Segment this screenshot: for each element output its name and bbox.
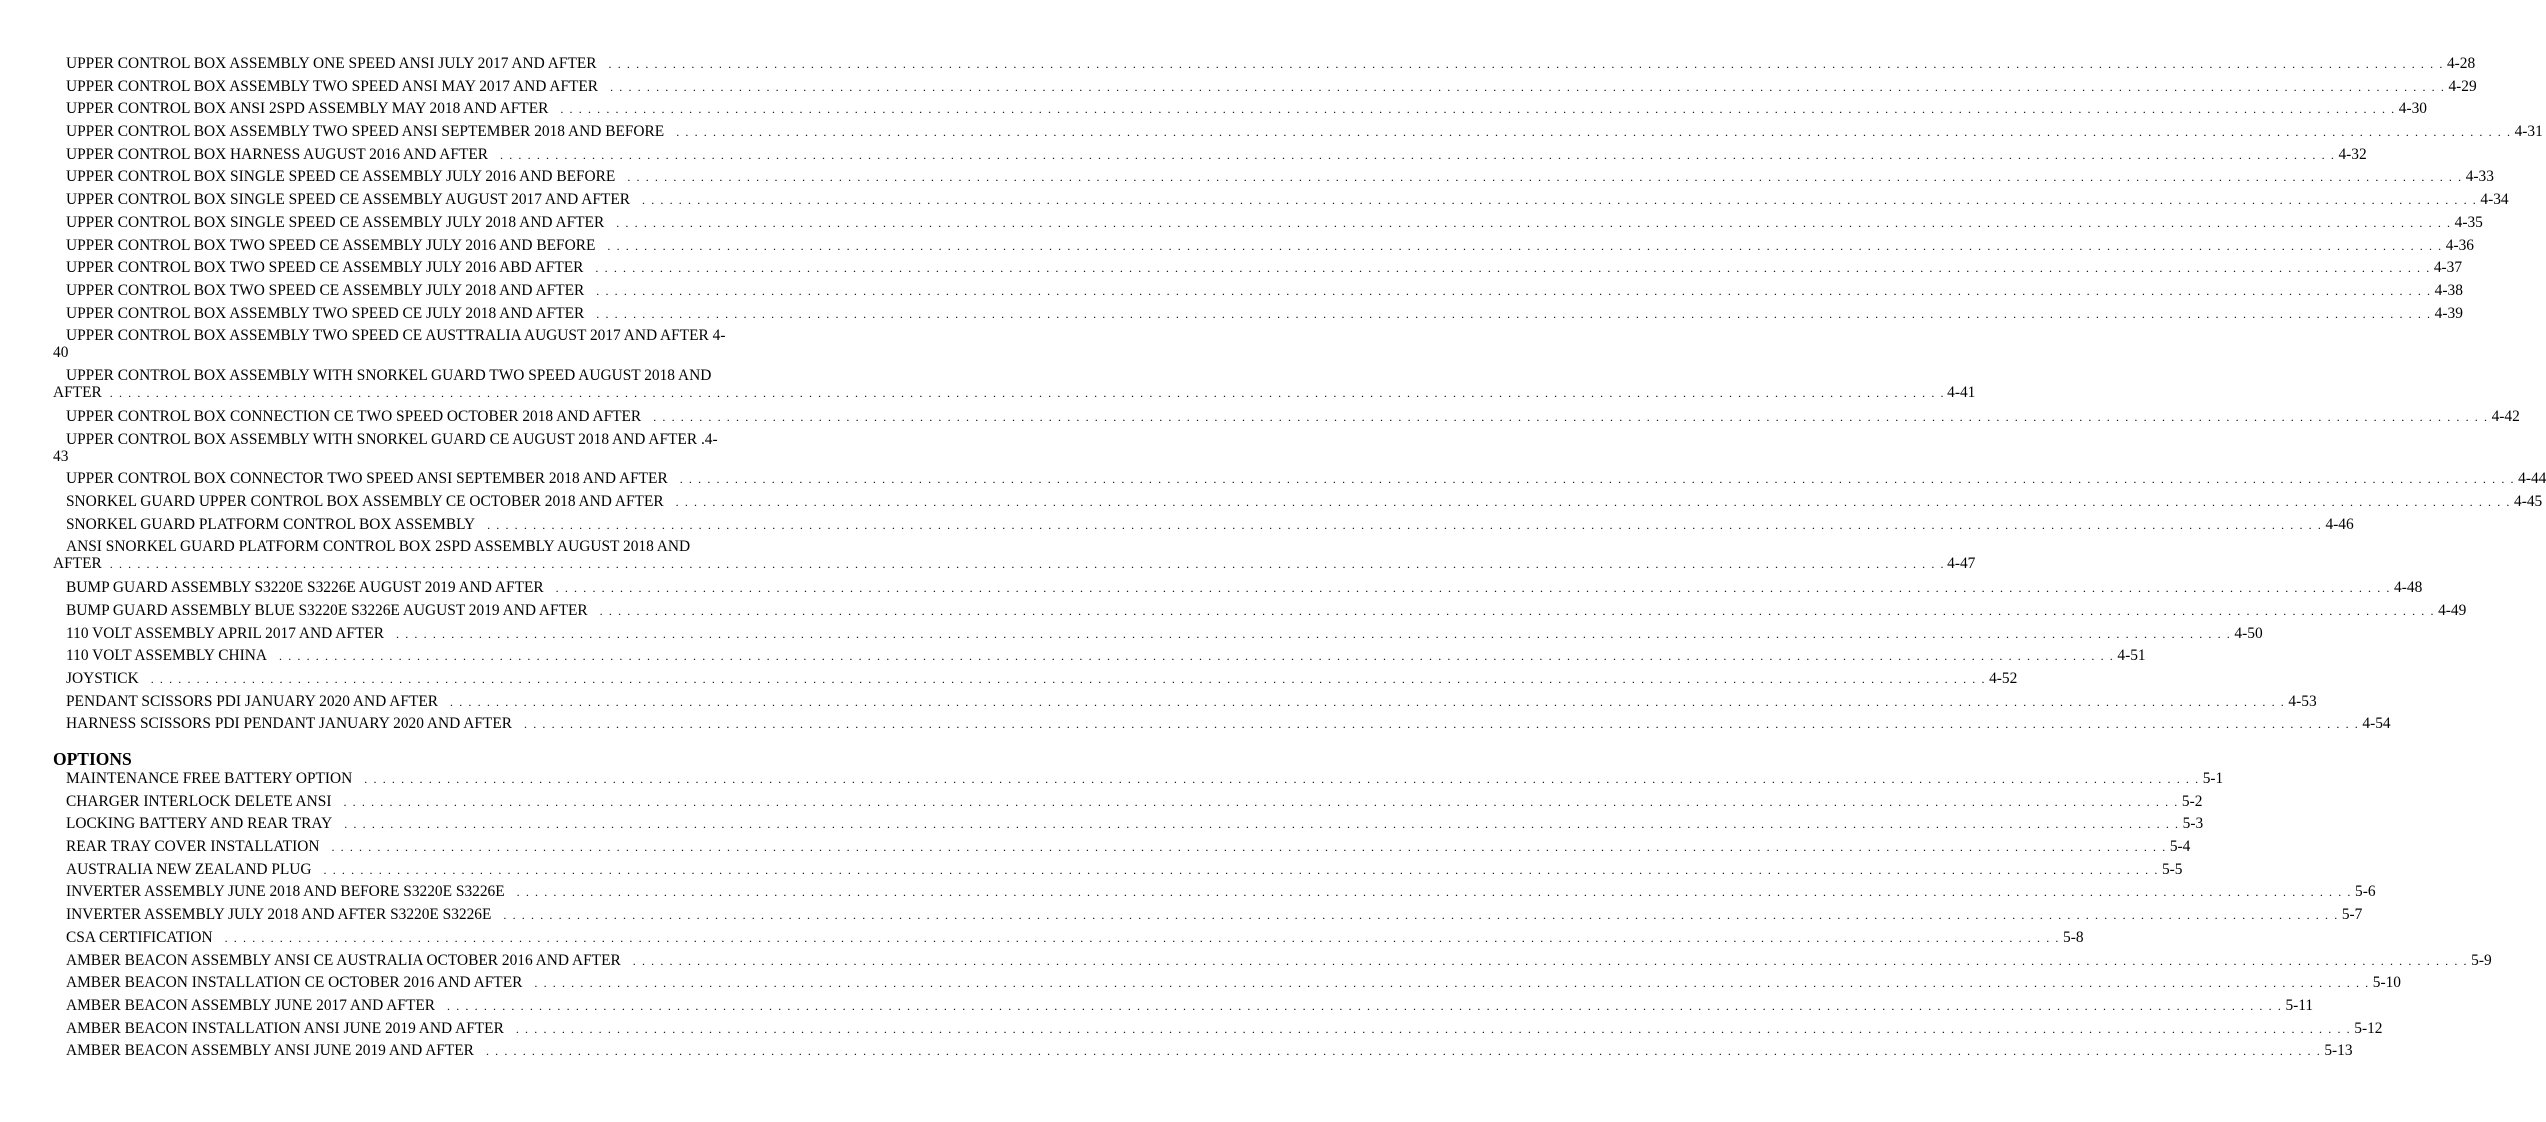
toc-entry-title: UPPER CONTROL BOX CONNECTOR TWO SPEED ANSI SEPTEMBER 2018 AND AFTER <box>66 470 668 488</box>
table-of-contents <box>53 55 2546 1065</box>
dot-leader: . . . . . . . . . . . . . . . . . . . . . . . . . . . . . . . . . . . . . . . . . . . . . . . . . . . . . . . . . . . . . . . . . . . . . . . . . . . . . . . . . . . . . . . . . . . . . . . . . . . . . . . . . . . . . . . . . . . . . . . . . . . . . . . . . . . . . . . . . . . . . . . . . . . . . . . . . . . . . . . . . . . . . . . . . . . . . . . . . . . . . . . . . . . . . . . . . . . . . . . . <box>396 626 2232 641</box>
toc-entry-title: AMBER BEACON ASSEMBLY ANSI CE AUSTRALIA OCTOBER 2016 AND AFTER <box>66 951 621 969</box>
toc-entry-page: 4-30 <box>2398 100 2427 118</box>
toc-entry-title: UPPER CONTROL BOX ASSEMBLY WITH SNORKEL GUARD TWO SPEED AUGUST 2018 AND <box>66 367 712 385</box>
toc-entry[interactable] <box>53 974 2401 997</box>
dot-leader: . . . . . . . . . . . . . . . . . . . . . . . . . . . . . . . . . . . . . . . . . . . . . . . . . . . . . . . . . . . . . . . . . . . . . . . . . . . . . . . . . . . . . . . . . . . . . . . . . . . . . . . . . . . . . . . . . . . . . . . . . . . . . . . . . . . . . . . . . . . . . . . . . . . . . . . . . . . . . . . . . . . . . . . . . . . . . . . . . . . . . . . . . . . . . . . . . . . . . . . . <box>364 772 2200 786</box>
toc-entry-page: 5-5 <box>2161 860 2183 878</box>
toc-entry[interactable] <box>53 493 2543 516</box>
toc-entry-title: BUMP GUARD ASSEMBLY BLUE S3220E S3226E AUGUST 2019 AND AFTER <box>66 601 588 619</box>
toc-entry-page: 5-10 <box>2372 974 2401 992</box>
toc-entry-title: UPPER CONTROL BOX SINGLE SPEED CE ASSEMBLY AUGUST 2017 AND AFTER <box>66 191 630 209</box>
dot-leader: . . . . . . . . . . . . . . . . . . . . . . . . . . . . . . . . . . . . . . . . . . . . . . . . . . . . . . . . . . . . . . . . . . . . . . . . . . . . . . . . . . . . . . . . . . . . . . . . . . . . . . . . . . . . . . . . . . . . . . . . . . . . . . . . . . . . . . . . . . . . . . . . . . . . . . . . . . . . . . . . . . . . . . . . . . . . . . . . . . . . . . . . . . . . . . . . . . . . . . . . <box>500 147 2336 162</box>
toc-entry-page: 4-38 <box>2434 281 2463 299</box>
dot-leader: . . . . . . . . . . . . . . . . . . . . . . . . . . . . . . . . . . . . . . . . . . . . . . . . . . . . . . . . . . . . . . . . . . . . . . . . . . . . . . . . . . . . . . . . . . . . . . . . . . . . . . . . . . . . . . . . . . . . . . . . . . . . . . . . . . . . . . . . . . . . . . . . . . . . . . . . . . . . . . . . . . . . . . . . . . . . . . . . . . . . . . . . . . . . . . . . . . . . . . . . <box>555 581 2392 596</box>
toc-entry[interactable] <box>53 647 2146 670</box>
dot-leader: . . . . . . . . . . . . . . . . . . . . . . . . . . . . . . . . . . . . . . . . . . . . . . . . . . . . . . . . . . . . . . . . . . . . . . . . . . . . . . . . . . . . . . . . . . . . . . . . . . . . . . . . . . . . . . . . . . . . . . . . . . . . . . . . . . . . . . . . . . . . . . . . . . . . . . . . . . . . . . . . . . . . . . . . . . . . . . . . . . . . . . . . . . . . . . . . . . . . . . . . <box>534 976 2370 991</box>
dot-leader: . . . . . . . . . . . . . . . . . . . . . . . . . . . . . . . . . . . . . . . . . . . . . . . . . . . . . . . . . . . . . . . . . . . . . . . . . . . . . . . . . . . . . . . . . . . . . . . . . . . . . . . . . . . . . . . . . . . . . . . . . . . . . . . . . . . . . . . . . . . . . . . . . . . . . . . . . . . . . . . . . . . . . . . . . . . . . . . . . . . . . . . . . . . . . . . . . . . . . . . . <box>503 908 2339 923</box>
toc-entry-title: UPPER CONTROL BOX TWO SPEED CE ASSEMBLY JULY 2016 ABD AFTER <box>66 259 584 277</box>
toc-entry-title: UPPER CONTROL BOX ASSEMBLY TWO SPEED CE AUSTTRALIA AUGUST 2017 AND AFTER 4- <box>66 327 726 345</box>
toc-entry[interactable] <box>53 579 2423 602</box>
dot-leader: . . . . . . . . . . . . . . . . . . . . . . . . . . . . . . . . . . . . . . . . . . . . . . . . . . . . . . . . . . . . . . . . . . . . . . . . . . . . . . . . . . . . . . . . . . . . . . . . . . . . . . . . . . . . . . . . . . . . . . . . . . . . . . . . . . . . . . . . . . . . . . . . . . . . . . . . . . . . . . . . . . . . . . . . . . . . . . . . . . . . . . . . . . . . . . . . . . . . . . . . <box>675 495 2512 510</box>
toc-entry-page: 5-3 <box>2182 815 2204 833</box>
toc-entry-page: 4-39 <box>2434 304 2463 322</box>
dot-leader: . . . . . . . . . . . . . . . . . . . . . . . . . . . . . . . . . . . . . . . . . . . . . . . . . . . . . . . . . . . . . . . . . . . . . . . . . . . . . . . . . . . . . . . . . . . . . . . . . . . . . . . . . . . . . . . . . . . . . . . . . . . . . . . . . . . . . . . . . . . . . . . . . . . . . . . . . . . . . . . . . . . . . . . . . . . . . . . . . . . . . . . . . . . . . . . . . . . . . . . . <box>323 862 2159 877</box>
dot-leader: . . . . . . . . . . . . . . . . . . . . . . . . . . . . . . . . . . . . . . . . . . . . . . . . . . . . . . . . . . . . . . . . . . . . . . . . . . . . . . . . . . . . . . . . . . . . . . . . . . . . . . . . . . . . . . . . . . . . . . . . . . . . . . . . . . . . . . . . . . . . . . . . . . . . . . . . . . . . . . . . . . . . . . . . . . . . . . . . . . . . . . . . . . . . . . . . . . . . . . . . <box>516 885 2353 900</box>
toc-entry[interactable] <box>53 145 2367 169</box>
toc-entry[interactable] <box>53 100 2427 123</box>
dot-leader: . . . . . . . . . . . . . . . . . . . . . . . . . . . . . . . . . . . . . . . . . . . . . . . . . . . . . . . . . . . . . . . . . . . . . . . . . . . . . . . . . . . . . . . . . . . . . . . . . . . . . . . . . . . . . . . . . . . . . . . . . . . . . . . . . . . . . . . . . . . . . . . . . . . . . . . . . . . . . . . . . . . . . . . . . . . . . . . . . . . . . . . . . . . . . . . . . . . . . . . . <box>596 283 2432 298</box>
toc-entry-title-continued: AFTER <box>53 384 102 402</box>
toc-entry[interactable] <box>53 281 2463 305</box>
toc-entry-title: UPPER CONTROL BOX TWO SPEED CE ASSEMBLY JULY 2018 AND AFTER <box>66 281 585 299</box>
toc-entry-page: 4-53 <box>2288 692 2317 710</box>
toc-entry-title: LOCKING BATTERY AND REAR TRAY <box>66 815 333 833</box>
toc-entry[interactable] <box>53 860 2183 884</box>
toc-entry[interactable] <box>53 928 2084 952</box>
dot-leader: . . . . . . . . . . . . . . . . . . . . . . . . . . . . . . . . . . . . . . . . . . . . . . . . . . . . . . . . . . . . . . . . . . . . . . . . . . . . . . . . . . . . . . . . . . . . . . . . . . . . . . . . . . . . . . . . . . . . . . . . . . . . . . . . . . . . . . . . . . . . . . . . . . . . . . . . . . . . . . . . . . . . . . . . . . . . . . . . . . . . . . . . . . . . . . . . . . . . . . . . <box>632 953 2469 968</box>
toc-entry-page: 5-12 <box>2354 1019 2383 1037</box>
dot-leader: . . . . . . . . . . . . . . . . . . . . . . . . . . . . . . . . . . . . . . . . . . . . . . . . . . . . . . . . . . . . . . . . . . . . . . . . . . . . . . . . . . . . . . . . . . . . . . . . . . . . . . . . . . . . . . . . . . . . . . . . . . . . . . . . . . . . . . . . . . . . . . . . . . . . . . . . . . . . . . . . . . . . . . . . . . . . . . . . . . . . . . . . . . . . . . . . . . . . . . . . <box>642 193 2478 208</box>
toc-entry[interactable] <box>53 815 2204 838</box>
dot-leader: . . . . . . . . . . . . . . . . . . . . . . . . . . . . . . . . . . . . . . . . . . . . . . . . . . . . . . . . . . . . . . . . . . . . . . . . . . . . . . . . . . . . . . . . . . . . . . . . . . . . . . . . . . . . . . . . . . . . . . . . . . . . . . . . . . . . . . . . . . . . . . . . . . . . . . . . . . . . . . . . . . . . . . . . . . . . . . . . . . . . . . . . . . . . . . . . . . . . . . . . <box>344 817 2180 832</box>
dot-leader: . . . . . . . . . . . . . . . . . . . . . . . . . . . . . . . . . . . . . . . . . . . . . . . . . . . . . . . . . . . . . . . . . . . . . . . . . . . . . . . . . . . . . . . . . . . . . . . . . . . . . . . . . . . . . . . . . . . . . . . . . . . . . . . . . . . . . . . . . . . . . . . . . . . . . . . . . . . . . . . . . . . . . . . . . . . . . . . . . . . . . . . . . . . . . . . . . . . . . . . . <box>596 306 2432 321</box>
toc-entry[interactable] <box>53 191 2509 214</box>
toc-entry[interactable] <box>53 431 811 465</box>
toc-entry-title: CHARGER INTERLOCK DELETE ANSI <box>66 792 332 810</box>
toc-entry[interactable] <box>53 838 2191 861</box>
toc-entry-title: AMBER BEACON INSTALLATION CE OCTOBER 2016 AND AFTER <box>66 974 523 992</box>
toc-entry-title: BUMP GUARD ASSEMBLY S3220E S3226E AUGUST 2019 AND AFTER <box>66 579 544 597</box>
toc-entry[interactable] <box>53 996 2314 1020</box>
dot-leader: . . . . . . . . . . . . . . . . . . . . . . . . . . . . . . . . . . . . . . . . . . . . . . . . . . . . . . . . . . . . . . . . . . . . . . . . . . . . . . . . . . . . . . . . . . . . . . . . . . . . . . . . . . . . . . . . . . . . . . . . . . . . . . . . . . . . . . . . . . . . . . . . . . . . . . . . . . . . . . . . . . . . . . . . . . . . . . . . . . . . . . . . . . . . . . . . . . . . . . . . <box>485 1044 2322 1059</box>
dot-leader: . . . . . . . . . . . . . . . . . . . . . . . . . . . . . . . . . . . . . . . . . . . . . . . . . . . . . . . . . . . . . . . . . . . . . . . . . . . . . . . . . . . . . . . . . . . . . . . . . . . . . . . . . . . . . . . . . . . . . . . . . . . . . . . . . . . . . . . . . . . . . . . . . . . . . . . . . . . . . . . . . . . . . . . . . . . . . . . . . . . . . . . . . . . . . . . . . . . . . . . . <box>109 386 1946 401</box>
toc-entry-page: 5-11 <box>2285 996 2314 1014</box>
toc-entry-page: 4-37 <box>2433 259 2463 277</box>
toc-entry-page: 4-32 <box>2338 145 2367 163</box>
toc-entry-title: HARNESS SCISSORS PDI PENDANT JANUARY 2020 AND AFTER <box>66 715 512 733</box>
dot-leader: . . . . . . . . . . . . . . . . . . . . . . . . . . . . . . . . . . . . . . . . . . . . . . . . . . . . . . . . . . . . . . . . . . . . . . . . . . . . . . . . . . . . . . . . . . . . . . . . . . . . . . . . . . . . . . . . . . . . . . . . . . . . . . . . . . . . . . . . . . . . . . . . . . . . . . . . . . . . . . . . . . . . . . . . . . . . . . . . . . . . . . . . . . . . . . . . . . . . . . . . <box>515 1021 2352 1036</box>
dot-leader: . . . . . . . . . . . . . . . . . . . . . . . . . . . . . . . . . . . . . . . . . . . . . . . . . . . . . . . . . . . . . . . . . . . . . . . . . . . . . . . . . . . . . . . . . . . . . . . . . . . . . . . . . . . . . . . . . . . . . . . . . . . . . . . . . . . . . . . . . . . . . . . . . . . . . . . . . . . . . . . . . . . . . . . . . . . . . . . . . . . . . . . . . . . . . . . . . . . . . . . . <box>331 840 2167 855</box>
toc-entry-title-continued: 43 <box>53 447 69 465</box>
toc-entry-page: 4-45 <box>2514 493 2543 511</box>
toc-entry-title: AMBER BEACON ASSEMBLY JUNE 2017 AND AFTER <box>66 996 436 1014</box>
toc-entry-title: MAINTENANCE FREE BATTERY OPTION <box>66 770 353 787</box>
dot-leader: . . . . . . . . . . . . . . . . . . . . . . . . . . . . . . . . . . . . . . . . . . . . . . . . . . . . . . . . . . . . . . . . . . . . . . . . . . . . . . . . . . . . . . . . . . . . . . . . . . . . . . . . . . . . . . . . . . . . . . . . . . . . . . . . . . . . . . . . . . . . . . . . . . . . . . . . . . . . . . . . . . . . . . . . . . . . . . . . . . . . . . . . . . . . . . . . . . . . . . . . <box>610 79 2446 94</box>
dot-leader: . . . . . . . . . . . . . . . . . . . . . . . . . . . . . . . . . . . . . . . . . . . . . . . . . . . . . . . . . . . . . . . . . . . . . . . . . . . . . . . . . . . . . . . . . . . . . . . . . . . . . . . . . . . . . . . . . . . . . . . . . . . . . . . . . . . . . . . . . . . . . . . . . . . . . . . . . . . . . . . . . . . . . . . . . . . . . . . . . . . . . . . . . . . . . . . . . . . . . . . . <box>487 517 2323 532</box>
toc-entry-title: AMBER BEACON ASSEMBLY ANSI JUNE 2019 AND AFTER <box>66 1042 474 1060</box>
toc-entry-title: ANSI SNORKEL GUARD PLATFORM CONTROL BOX 2SPD ASSEMBLY AUGUST 2018 AND <box>66 538 691 556</box>
toc-entry-page: 4-54 <box>2362 715 2391 733</box>
dot-leader: . . . . . . . . . . . . . . . . . . . . . . . . . . . . . . . . . . . . . . . . . . . . . . . . . . . . . . . . . . . . . . . . . . . . . . . . . . . . . . . . . . . . . . . . . . . . . . . . . . . . . . . . . . . . . . . . . . . . . . . . . . . . . . . . . . . . . . . . . . . . . . . . . . . . . . . . . . . . . . . . . . . . . . . . . . . . . . . . . . . . . . . . . . . . . . . . . . . . . . . . <box>676 125 2512 140</box>
toc-entry[interactable] <box>53 259 2463 282</box>
toc-entry-page: 4-47 <box>1947 555 1976 573</box>
toc-entry[interactable] <box>53 304 2463 328</box>
toc-entry-title: 110 VOLT ASSEMBLY CHINA <box>66 647 267 665</box>
toc-entry-title: UPPER CONTROL BOX TWO SPEED CE ASSEMBLY JULY 2016 AND BEFORE <box>66 236 596 254</box>
toc-entry-title: INVERTER ASSEMBLY JULY 2018 AND AFTER S3220E S3226E <box>66 906 492 924</box>
toc-entry[interactable] <box>53 515 2354 539</box>
dot-leader: . . . . . . . . . . . . . . . . . . . . . . . . . . . . . . . . . . . . . . . . . . . . . . . . . . . . . . . . . . . . . . . . . . . . . . . . . . . . . . . . . . . . . . . . . . . . . . . . . . . . . . . . . . . . . . . . . . . . . . . . . . . . . . . . . . . . . . . . . . . . . . . . . . . . . . . . . . . . . . . . . . . . . . . . . . . . . . . . . . . . . . . . . . . . . . . . . . . . . . . . <box>447 998 2283 1013</box>
toc-entry[interactable] <box>53 168 2494 191</box>
toc-entry-title: UPPER CONTROL BOX ASSEMBLY ONE SPEED ANSI JULY 2017 AND AFTER <box>66 55 597 72</box>
toc-entry[interactable] <box>53 213 2483 237</box>
toc-entry-page: 5-13 <box>2324 1042 2353 1060</box>
toc-entry-title-continued: 40 <box>53 344 69 362</box>
dot-leader: . . . . . . . . . . . . . . . . . . . . . . . . . . . . . . . . . . . . . . . . . . . . . . . . . . . . . . . . . . . . . . . . . . . . . . . . . . . . . . . . . . . . . . . . . . . . . . . . . . . . . . . . . . . . . . . . . . . . . . . . . . . . . . . . . . . . . . . . . . . . . . . . . . . . . . . . . . . . . . . . . . . . . . . . . . . . . . . . . . . . . . . . . . . . . . . . . . . . . . . . <box>343 794 2179 809</box>
toc-entry[interactable] <box>53 236 2474 260</box>
toc-entry-page: 4-52 <box>1989 669 2018 687</box>
dot-leader: . . . . . . . . . . . . . . . . . . . . . . . . . . . . . . . . . . . . . . . . . . . . . . . . . . . . . . . . . . . . . . . . . . . . . . . . . . . . . . . . . . . . . . . . . . . . . . . . . . . . . . . . . . . . . . . . . . . . . . . . . . . . . . . . . . . . . . . . . . . . . . . . . . . . . . . . . . . . . . . . . . . . . . . . . . . . . . . . . . . . . . . . . . . . . . . . . . . . . . . . <box>599 603 2436 618</box>
toc-entry-title: UPPER CONTROL BOX CONNECTION CE TWO SPEED OCTOBER 2018 AND AFTER <box>66 407 642 425</box>
toc-entry-page: 4-48 <box>2394 579 2423 597</box>
toc-entry-title: UPPER CONTROL BOX HARNESS AUGUST 2016 AND AFTER <box>66 145 489 163</box>
toc-entry-page: 4-35 <box>2454 213 2483 231</box>
toc-entry-title: UPPER CONTROL BOX SINGLE SPEED CE ASSEMBLY JULY 2018 AND AFTER <box>66 213 605 231</box>
toc-entry-page: 5-8 <box>2063 928 2084 946</box>
toc-entry-title: REAR TRAY COVER INSTALLATION <box>66 838 320 856</box>
dot-leader: . . . . . . . . . . . . . . . . . . . . . . . . . . . . . . . . . . . . . . . . . . . . . . . . . . . . . . . . . . . . . . . . . . . . . . . . . . . . . . . . . . . . . . . . . . . . . . . . . . . . . . . . . . . . . . . . . . . . . . . . . . . . . . . . . . . . . . . . . . . . . . . . . . . . . . . . . . . . . . . . . . . . . . . . . . . . . . . . . . . . . . . . . . . . . . . . . . . . . . . . <box>560 102 2396 117</box>
toc-entry-page: 4-41 <box>1947 384 1976 402</box>
toc-entry[interactable] <box>53 1019 2383 1043</box>
toc-entry-title: AMBER BEACON INSTALLATION ANSI JUNE 2019 AND AFTER <box>66 1019 504 1037</box>
toc-entry-page: 5-9 <box>2471 951 2492 969</box>
toc-entry[interactable] <box>53 951 2492 975</box>
toc-entry[interactable] <box>53 1042 2353 1065</box>
toc-entry-page: 5-1 <box>2202 770 2224 787</box>
toc-entry-title: UPPER CONTROL BOX ASSEMBLY TWO SPEED CE JULY 2018 AND AFTER <box>66 304 585 322</box>
toc-entry[interactable] <box>53 715 2391 738</box>
dot-leader: . . . . . . . . . . . . . . . . . . . . . . . . . . . . . . . . . . . . . . . . . . . . . . . . . . . . . . . . . . . . . . . . . . . . . . . . . . . . . . . . . . . . . . . . . . . . . . . . . . . . . . . . . . . . . . . . . . . . . . . . . . . . . . . . . . . . . . . . . . . . . . . . . . . . . . . . . . . . . . . . . . . . . . . . . . . . . . . . . . . . . . . . . . . . . . . . . . . . . . . . <box>653 409 2489 424</box>
dot-leader: . . . . . . . . . . . . . . . . . . . . . . . . . . . . . . . . . . . . . . . . . . . . . . . . . . . . . . . . . . . . . . . . . . . . . . . . . . . . . . . . . . . . . . . . . . . . . . . . . . . . . . . . . . . . . . . . . . . . . . . . . . . . . . . . . . . . . . . . . . . . . . . . . . . . . . . . . . . . . . . . . . . . . . . . . . . . . . . . . . . . . . . . . . . . . . . . . . . . . . . . <box>608 57 2444 71</box>
toc-entry-title: SNORKEL GUARD UPPER CONTROL BOX ASSEMBLY CE OCTOBER 2018 AND AFTER <box>66 493 664 511</box>
toc-entry[interactable] <box>53 601 2467 625</box>
toc-entry-title: INVERTER ASSEMBLY JUNE 2018 AND BEFORE S3220E S3226E <box>66 883 505 901</box>
toc-entry-title: UPPER CONTROL BOX ASSEMBLY TWO SPEED ANSI MAY 2017 AND AFTER <box>66 77 599 95</box>
toc-entry-page: 4-49 <box>2438 601 2467 619</box>
toc-entry[interactable] <box>53 367 1976 402</box>
toc-entry-page: 5-2 <box>2181 792 2203 810</box>
toc-entry-title: AUSTRALIA NEW ZEALAND PLUG <box>66 860 312 878</box>
toc-entry[interactable] <box>53 327 811 361</box>
section-heading-options: OPTIONS <box>53 749 132 769</box>
toc-entry-title: JOYSTICK <box>66 669 139 687</box>
toc-entry[interactable] <box>53 906 2363 929</box>
toc-entry-page: 4-50 <box>2234 624 2263 642</box>
dot-leader: . . . . . . . . . . . . . . . . . . . . . . . . . . . . . . . . . . . . . . . . . . . . . . . . . . . . . . . . . . . . . . . . . . . . . . . . . . . . . . . . . . . . . . . . . . . . . . . . . . . . . . . . . . . . . . . . . . . . . . . . . . . . . . . . . . . . . . . . . . . . . . . . . . . . . . . . . . . . . . . . . . . . . . . . . . . . . . . . . . . . . . . . . . . . . . . . . . . . . . . . <box>616 215 2452 230</box>
toc-entry-page: 4-28 <box>2446 55 2476 72</box>
toc-entry[interactable] <box>53 792 2203 816</box>
dot-leader: . . . . . . . . . . . . . . . . . . . . . . . . . . . . . . . . . . . . . . . . . . . . . . . . . . . . . . . . . . . . . . . . . . . . . . . . . . . . . . . . . . . . . . . . . . . . . . . . . . . . . . . . . . . . . . . . . . . . . . . . . . . . . . . . . . . . . . . . . . . . . . . . . . . . . . . . . . . . . . . . . . . . . . . . . . . . . . . . . . . . . . . . . . . . . . . . . . . . . . . . <box>607 238 2443 253</box>
toc-entry-page: 4-36 <box>2445 236 2474 254</box>
dot-leader: . . . . . . . . . . . . . . . . . . . . . . . . . . . . . . . . . . . . . . . . . . . . . . . . . . . . . . . . . . . . . . . . . . . . . . . . . . . . . . . . . . . . . . . . . . . . . . . . . . . . . . . . . . . . . . . . . . . . . . . . . . . . . . . . . . . . . . . . . . . . . . . . . . . . . . . . . . . . . . . . . . . . . . . . . . . . . . . . . . . . . . . . . . . . . . . . . . . . . . . . <box>450 694 2286 709</box>
toc-entry[interactable] <box>53 470 2546 493</box>
toc-entry-title: UPPER CONTROL BOX ASSEMBLY WITH SNORKEL GUARD CE AUGUST 2018 AND AFTER .4- <box>66 430 718 448</box>
dot-leader: . . . . . . . . . . . . . . . . . . . . . . . . . . . . . . . . . . . . . . . . . . . . . . . . . . . . . . . . . . . . . . . . . . . . . . . . . . . . . . . . . . . . . . . . . . . . . . . . . . . . . . . . . . . . . . . . . . . . . . . . . . . . . . . . . . . . . . . . . . . . . . . . . . . . . . . . . . . . . . . . . . . . . . . . . . . . . . . . . . . . . . . . . . . . . . . . . . . . . . . . <box>150 671 1987 686</box>
toc-entry-title-continued: AFTER <box>53 555 102 573</box>
toc-entry[interactable] <box>53 624 2263 648</box>
toc-entry-title: 110 VOLT ASSEMBLY APRIL 2017 AND AFTER <box>66 624 385 642</box>
toc-entry-page: 5-7 <box>2341 906 2363 924</box>
toc-entry-page: 5-6 <box>2355 883 2376 901</box>
toc-entry-title: UPPER CONTROL BOX ASSEMBLY TWO SPEED ANSI SEPTEMBER 2018 AND BEFORE <box>66 123 665 141</box>
toc-entry[interactable] <box>53 407 2520 431</box>
toc-entry[interactable] <box>53 883 2376 906</box>
toc-entry-page: 5-4 <box>2169 838 2191 856</box>
toc-entry[interactable] <box>53 77 2477 101</box>
toc-entry[interactable] <box>53 538 1976 573</box>
dot-leader: . . . . . . . . . . . . . . . . . . . . . . . . . . . . . . . . . . . . . . . . . . . . . . . . . . . . . . . . . . . . . . . . . . . . . . . . . . . . . . . . . . . . . . . . . . . . . . . . . . . . . . . . . . . . . . . . . . . . . . . . . . . . . . . . . . . . . . . . . . . . . . . . . . . . . . . . . . . . . . . . . . . . . . . . . . . . . . . . . . . . . . . . . . . . . . . . . . . . . . . . <box>679 472 2516 487</box>
toc-entry-page: 4-33 <box>2465 168 2494 186</box>
dot-leader: . . . . . . . . . . . . . . . . . . . . . . . . . . . . . . . . . . . . . . . . . . . . . . . . . . . . . . . . . . . . . . . . . . . . . . . . . . . . . . . . . . . . . . . . . . . . . . . . . . . . . . . . . . . . . . . . . . . . . . . . . . . . . . . . . . . . . . . . . . . . . . . . . . . . . . . . . . . . . . . . . . . . . . . . . . . . . . . . . . . . . . . . . . . . . . . . . . . . . . . . <box>109 557 1946 572</box>
dot-leader: . . . . . . . . . . . . . . . . . . . . . . . . . . . . . . . . . . . . . . . . . . . . . . . . . . . . . . . . . . . . . . . . . . . . . . . . . . . . . . . . . . . . . . . . . . . . . . . . . . . . . . . . . . . . . . . . . . . . . . . . . . . . . . . . . . . . . . . . . . . . . . . . . . . . . . . . . . . . . . . . . . . . . . . . . . . . . . . . . . . . . . . . . . . . . . . . . . . . . . . . <box>627 170 2463 185</box>
toc-entry-title: SNORKEL GUARD PLATFORM CONTROL BOX ASSEMBLY <box>66 515 476 533</box>
toc-entry[interactable] <box>53 692 2317 716</box>
toc-entry-title: CSA CERTIFICATION <box>66 928 213 946</box>
toc-entry-title: UPPER CONTROL BOX ANSI 2SPD ASSEMBLY MAY 2018 AND AFTER <box>66 100 549 118</box>
dot-leader: . . . . . . . . . . . . . . . . . . . . . . . . . . . . . . . . . . . . . . . . . . . . . . . . . . . . . . . . . . . . . . . . . . . . . . . . . . . . . . . . . . . . . . . . . . . . . . . . . . . . . . . . . . . . . . . . . . . . . . . . . . . . . . . . . . . . . . . . . . . . . . . . . . . . . . . . . . . . . . . . . . . . . . . . . . . . . . . . . . . . . . . . . . . . . . . . . . . . . . . . <box>524 717 2360 732</box>
dot-leader: . . . . . . . . . . . . . . . . . . . . . . . . . . . . . . . . . . . . . . . . . . . . . . . . . . . . . . . . . . . . . . . . . . . . . . . . . . . . . . . . . . . . . . . . . . . . . . . . . . . . . . . . . . . . . . . . . . . . . . . . . . . . . . . . . . . . . . . . . . . . . . . . . . . . . . . . . . . . . . . . . . . . . . . . . . . . . . . . . . . . . . . . . . . . . . . . . . . . . . . . <box>224 930 2060 945</box>
toc-entry[interactable] <box>53 770 2224 793</box>
toc-entry-title: UPPER CONTROL BOX SINGLE SPEED CE ASSEMBLY JULY 2016 AND BEFORE <box>66 168 616 186</box>
toc-entry[interactable] <box>53 123 2543 146</box>
toc-entry[interactable] <box>53 669 2018 693</box>
toc-entry[interactable] <box>53 55 2476 78</box>
toc-entry-page: 4-29 <box>2448 77 2477 95</box>
toc-entry-page: 4-46 <box>2325 515 2354 533</box>
toc-section-components <box>53 55 2546 738</box>
toc-entry-page: 4-51 <box>2117 647 2146 665</box>
toc-entry-page: 4-34 <box>2480 191 2509 209</box>
dot-leader: . . . . . . . . . . . . . . . . . . . . . . . . . . . . . . . . . . . . . . . . . . . . . . . . . . . . . . . . . . . . . . . . . . . . . . . . . . . . . . . . . . . . . . . . . . . . . . . . . . . . . . . . . . . . . . . . . . . . . . . . . . . . . . . . . . . . . . . . . . . . . . . . . . . . . . . . . . . . . . . . . . . . . . . . . . . . . . . . . . . . . . . . . . . . . . . . . . . . . . . . <box>279 649 2115 664</box>
dot-leader: . . . . . . . . . . . . . . . . . . . . . . . . . . . . . . . . . . . . . . . . . . . . . . . . . . . . . . . . . . . . . . . . . . . . . . . . . . . . . . . . . . . . . . . . . . . . . . . . . . . . . . . . . . . . . . . . . . . . . . . . . . . . . . . . . . . . . . . . . . . . . . . . . . . . . . . . . . . . . . . . . . . . . . . . . . . . . . . . . . . . . . . . . . . . . . . . . . . . . . . . <box>595 261 2431 276</box>
toc-entry-page: 4-42 <box>2491 407 2520 425</box>
toc-entry-page: 4-44 <box>2518 470 2546 488</box>
toc-entry-page: 4-31 <box>2514 123 2543 141</box>
toc-entry-title: PENDANT SCISSORS PDI JANUARY 2020 AND AFTER <box>66 692 439 710</box>
toc-section-options <box>53 770 2492 1065</box>
